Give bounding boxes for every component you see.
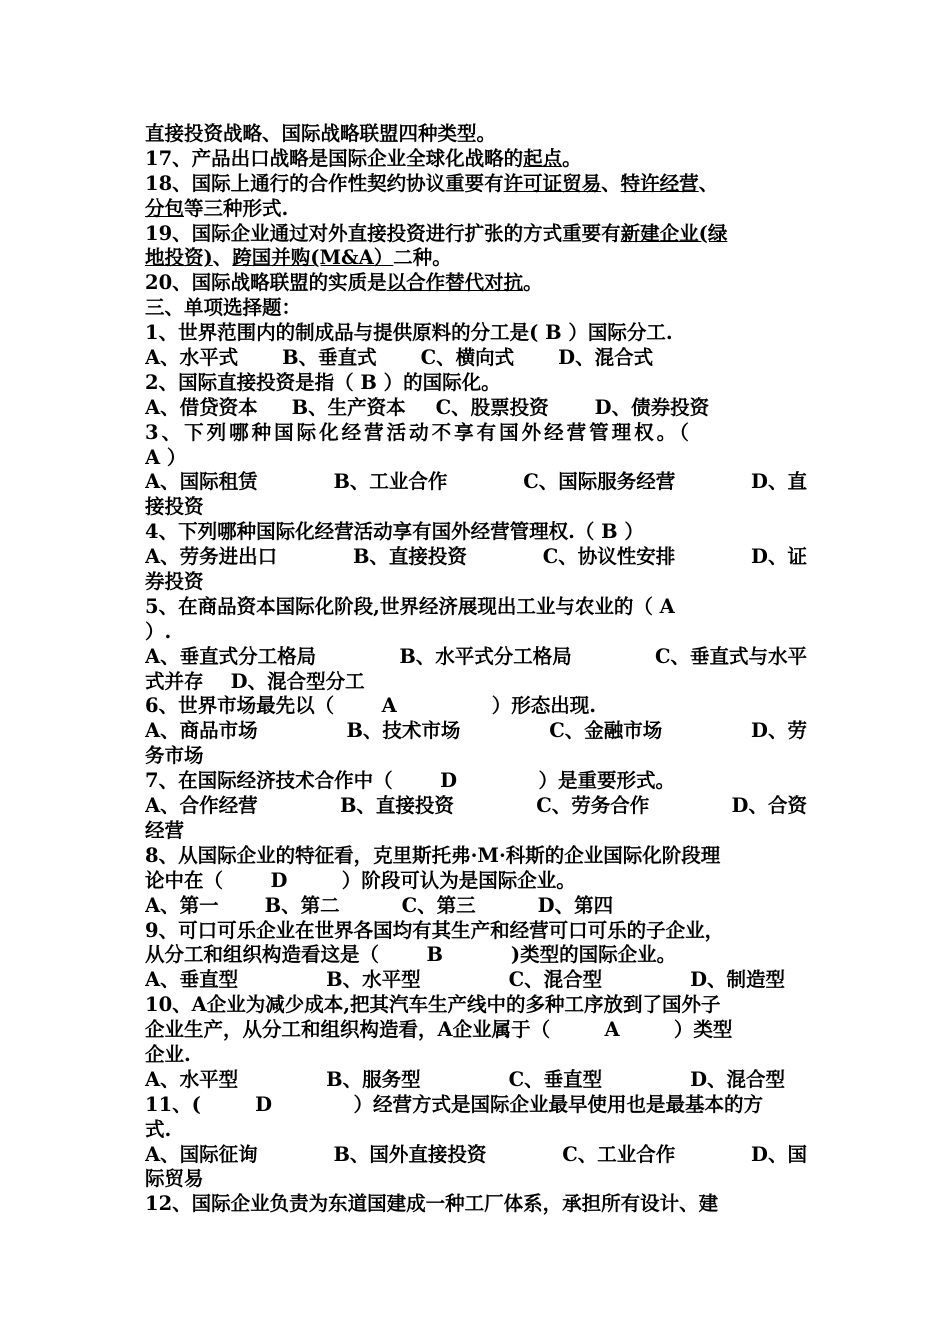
option-b: B、直接投资: [339, 794, 454, 818]
question-8: 8、从国际企业的特征看，克里斯托弗·M·科斯的企业国际化阶段理: [145, 843, 721, 867]
options-9: [145, 968, 807, 993]
option-c: C、混合型: [508, 968, 603, 992]
question-5-cont: ）.: [145, 619, 172, 643]
options-2: [145, 396, 807, 421]
option-d: D、制造型: [690, 968, 785, 992]
question-3-answer: A ）: [145, 445, 187, 469]
option-a: A、垂直式分工格局: [145, 644, 317, 668]
question-10-cont: 企业生产，从分工和组织构造看，A企业属于（ A ）类型: [145, 1018, 733, 1042]
text-line: [145, 271, 807, 296]
option-a: A、劳务进出口: [145, 545, 278, 569]
option-d: D、混合型: [690, 1067, 785, 1091]
text-line: [145, 197, 807, 222]
answer-underlined: 以合作替代对抗: [386, 271, 524, 295]
document-page: [145, 122, 807, 1217]
option-b: B、技术市场: [346, 719, 461, 743]
question-10-cont2: 企业.: [145, 1042, 191, 1066]
text-run: 。: [523, 271, 543, 295]
options-7: [145, 794, 807, 819]
option-b: B、水平式分工格局: [399, 644, 572, 668]
text-line: 直接投资战略、国际战略联盟四种类型。: [145, 122, 497, 145]
question-5: 5、在商品资本国际化阶段,世界经济展现出工业与农业的（ A: [145, 594, 675, 618]
options-1: [145, 346, 807, 371]
option-d: D、第四: [537, 893, 614, 917]
answer-underlined: 跨国并购(M&A）: [232, 246, 394, 270]
answer-underlined: 特许经营: [620, 171, 699, 195]
text-run: 17、产品出口战略是国际企业全球化战略的: [145, 146, 524, 170]
text-run: 18、国际上通行的合作性契约协议重要有: [145, 171, 504, 195]
question-9: 9、可口可乐企业在世界各国均有其生产和经营可口可乐的子企业，: [145, 918, 725, 942]
option-c: C、协议性安排: [542, 545, 676, 569]
option-d: D、混合式: [558, 346, 654, 370]
question-12: 12、国际企业负责为东道国建成一种工厂体系，承担所有设计、建: [145, 1192, 719, 1216]
text-run: 。: [562, 146, 582, 170]
options-8: [145, 894, 807, 919]
text-run: 二种。: [393, 246, 452, 270]
option-a: A、国际征询: [145, 1142, 258, 1166]
option-c: C、工业合作: [562, 1142, 676, 1166]
question-1: 1、世界范围内的制成品与提供原料的分工是( B ）国际分工.: [145, 321, 673, 345]
text-line: [145, 172, 807, 197]
option-d: D、合资: [731, 794, 807, 818]
answer-underlined: 地投资): [145, 246, 213, 270]
question-9-cont: 从分工和组织构造看这是（ B )类型的国际企业。: [145, 943, 677, 967]
question-4: 4、下列哪种国际化经营活动享有国外经营管理权.（ B ）: [145, 520, 644, 544]
question-2: 2、国际直接投资是指（ B ）的国际化。: [145, 370, 501, 394]
question-6: 6、世界市场最先以（ A ）形态出现.: [145, 694, 597, 718]
option-c: C、劳务合作: [536, 794, 650, 818]
answer-underlined: 许可证贸易: [503, 171, 602, 195]
option-a: A、水平型: [145, 1067, 239, 1091]
options-10: [145, 1068, 807, 1093]
option-a: A、国际租赁: [145, 470, 258, 494]
question-8-cont: 论中在（ D ）阶段可认为是国际企业。: [145, 868, 576, 892]
option-b: B、垂直式: [282, 346, 377, 370]
option-b: B、直接投资: [352, 545, 467, 569]
options-3: [145, 470, 807, 495]
answer-underlined: 起点: [523, 146, 563, 170]
text-run: 等三种形式.: [184, 196, 289, 220]
options-4: [145, 545, 807, 570]
question-10: 10、A企业为减少成本,把其汽车生产线中的多种工序放到了国外子: [145, 993, 721, 1017]
option-a: A、借贷资本: [145, 395, 258, 419]
option-a: A、商品市场: [145, 719, 258, 743]
text-line: [145, 222, 807, 247]
text-line: [145, 246, 807, 271]
option-d: D、直: [751, 470, 807, 494]
option-d: D、国: [751, 1142, 807, 1166]
option-c: C、垂直型: [508, 1067, 603, 1091]
answer-underlined: 分包: [145, 196, 185, 220]
option-c: C、垂直式与水平: [654, 644, 807, 668]
options-5: [145, 645, 807, 670]
question-3: 3、下列哪种国际化经营活动不享有国外经营管理权。（: [145, 420, 692, 444]
option-c: C、股票投资: [435, 395, 549, 419]
option-a: A、合作经营: [145, 794, 258, 818]
option-c: C、横向式: [420, 346, 515, 370]
options-6: [145, 719, 807, 744]
text-run: 19、国际企业通过对外直接投资进行扩张的方式重要有: [145, 221, 621, 245]
question-11-cont: 式.: [145, 1117, 172, 1141]
text-run: 20、国际战略联盟的实质是: [145, 271, 387, 295]
text-line: 式并存 D、混合型分工: [145, 669, 365, 693]
text-line: 务市场: [145, 744, 204, 768]
option-d: D、债券投资: [594, 395, 710, 419]
option-a: A、水平式: [145, 346, 239, 370]
option-b: B、服务型: [326, 1067, 421, 1091]
text-line: 接投资: [145, 495, 204, 519]
option-c: C、金融市场: [549, 719, 663, 743]
option-b: B、水平型: [326, 968, 421, 992]
text-line: [145, 147, 807, 172]
text-line: 际贸易: [145, 1167, 204, 1191]
option-b: B、生产资本: [291, 395, 406, 419]
option-a: A、第一: [145, 893, 219, 917]
question-7: 7、在国际经济技术合作中（ D ）是重要形式。: [145, 769, 675, 793]
option-b: B、工业合作: [333, 470, 448, 494]
text-line: 券投资: [145, 570, 204, 594]
answer-underlined: 新建企业(绿: [620, 221, 728, 245]
text-run: 、: [212, 246, 233, 270]
option-d: D、证: [751, 545, 807, 569]
option-a: A、垂直型: [145, 968, 239, 992]
option-b: B、第二: [264, 893, 340, 917]
section-heading: 三、单项选择题：: [145, 296, 302, 320]
option-c: C、国际服务经营: [523, 470, 676, 494]
question-11: 11、( D ）经营方式是国际企业最早使用也是最基本的方: [145, 1092, 764, 1116]
options-11: [145, 1143, 807, 1168]
text-line: 经营: [145, 818, 185, 842]
text-run: 、: [601, 171, 621, 195]
option-c: C、第三: [401, 893, 476, 917]
text-run: 、: [698, 171, 719, 195]
option-d: D、劳: [751, 719, 807, 743]
option-b: B、国外直接投资: [333, 1142, 487, 1166]
